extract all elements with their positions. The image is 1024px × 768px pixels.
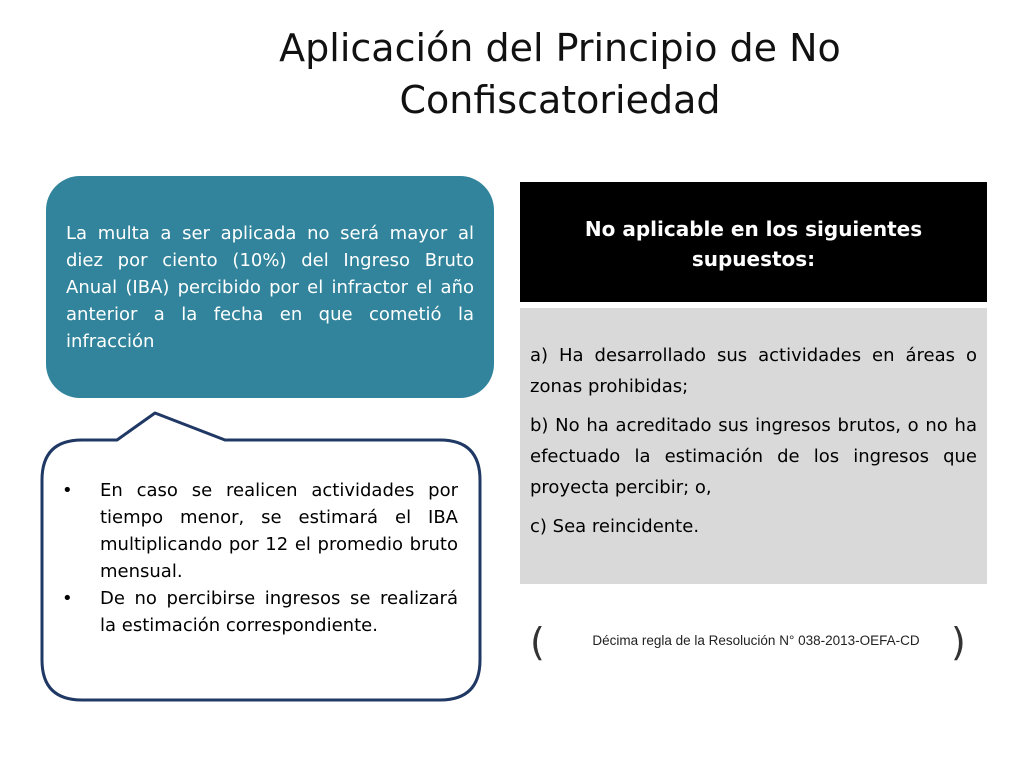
title-line-1: Aplicación del Principio de No [279, 26, 841, 70]
bullet-dot-icon: • [62, 480, 73, 501]
callout-bullet-text: En caso se realicen actividades por tiempo menor, se estimará el IBA multiplicando por 12 el promedio bruto mensual. [100, 480, 458, 582]
right-bracket-icon: ) [951, 620, 966, 664]
title-line-2: Confiscatoriedad [399, 78, 721, 122]
callout-bullet-item [62, 585, 458, 639]
left-bracket-icon: ( [530, 620, 545, 664]
exception-item: b) No ha acreditado sus ingresos brutos, o no ha efectuado la estimación de los ingresos que proyecta percibir; o, [530, 415, 977, 498]
exceptions-header [520, 182, 987, 302]
bullet-dot-icon: • [62, 588, 73, 609]
fine-limit-text: La multa a ser aplicada no será mayor al diez por ciento (10%) del Ingreso Bruto Anual (IBA) percibido por el infractor el año anterior a la fecha en que cometió la infracción [66, 223, 474, 352]
exception-item: a) Ha desarrollado sus actividades en áreas o zonas prohibidas; [530, 345, 977, 397]
exceptions-header-text: No aplicable en los siguientes supuestos: [584, 217, 923, 271]
callout-bullet-item [62, 477, 458, 585]
callout-bullet-text: De no percibirse ingresos se realizará la estimación correspondiente. [100, 588, 458, 636]
source-footnote: Décima regla de la Resolución N° 038-2013-OEFA-CD [592, 633, 920, 648]
exception-item: c) Sea reincidente. [530, 516, 700, 537]
exceptions-list [520, 308, 987, 584]
callout-bullets [62, 477, 458, 639]
